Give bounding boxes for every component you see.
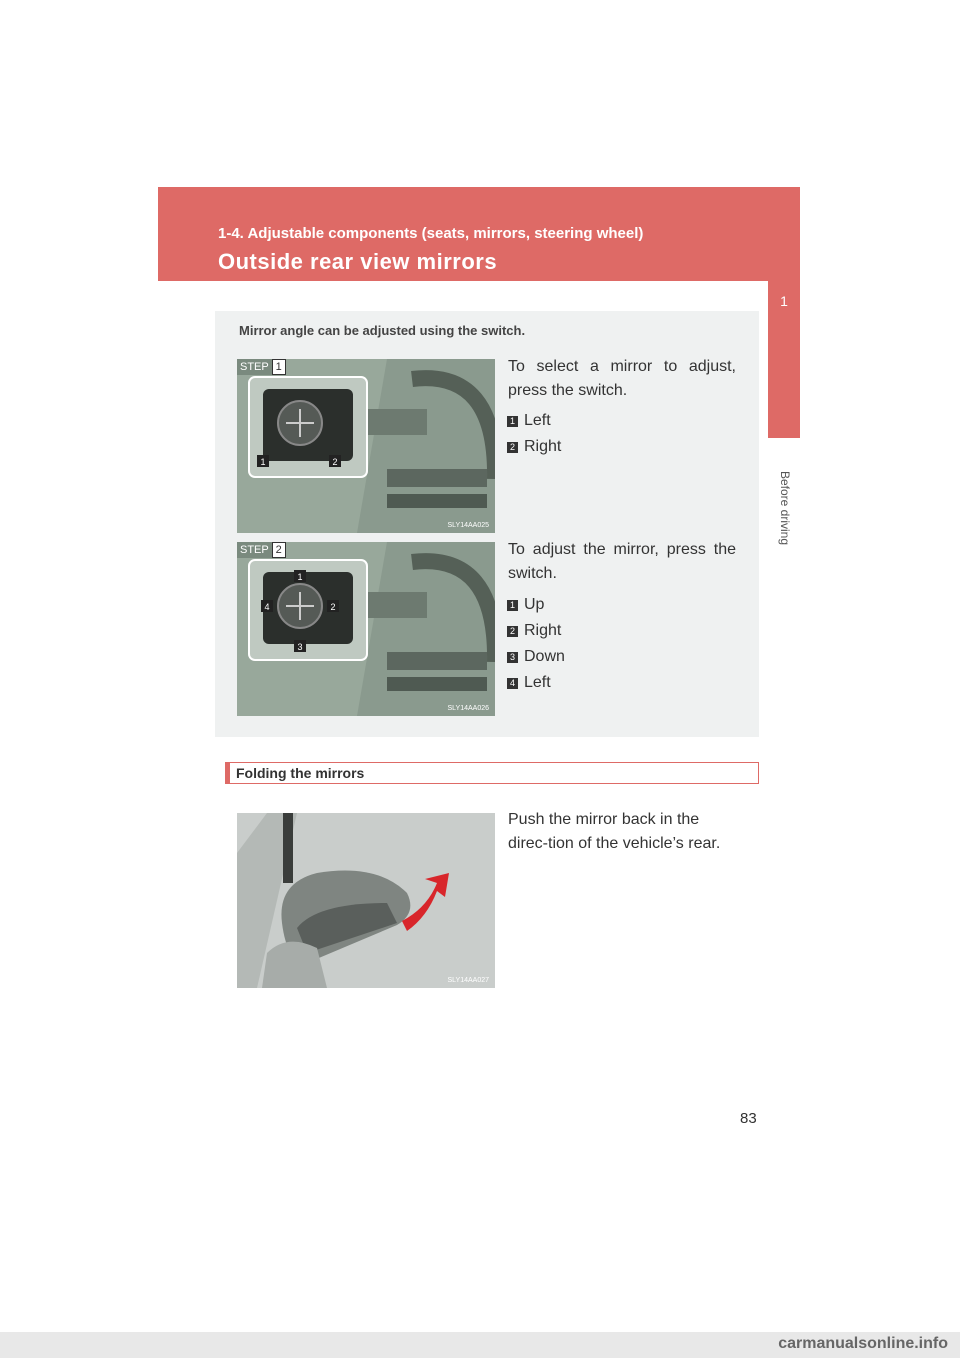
- svg-text:3: 3: [297, 642, 303, 652]
- svg-text:2: 2: [332, 457, 338, 467]
- step-1-tag: STEP 1: [237, 359, 286, 375]
- list-item: 2 Right: [507, 434, 561, 460]
- svg-text:2: 2: [330, 602, 336, 612]
- image-code: SLY14AA027: [447, 977, 489, 984]
- watermark-text: carmanualsonline.info: [778, 1335, 948, 1352]
- chapter-label: [770, 448, 800, 568]
- svg-text:1: 1: [297, 572, 303, 582]
- mirror-switch-illustration: [237, 542, 495, 716]
- list-item: 4 Left: [507, 670, 565, 696]
- step-2-image: [237, 542, 495, 716]
- instruction-panel: [215, 311, 759, 737]
- folding-heading: [225, 762, 759, 784]
- page-title: Outside rear view mirrors: [218, 249, 498, 274]
- panel-intro: Mirror angle can be adjusted using the switch.: [239, 323, 526, 338]
- step-2-tag: STEP 2: [237, 542, 286, 558]
- folding-text: Push the mirror back in the direc-tion of the vehicle’s rear.: [508, 811, 721, 852]
- svg-text:4: 4: [264, 602, 270, 612]
- step-1-text: To select a mirror to adjust, press the switch.: [508, 358, 736, 399]
- watermark-bar: [0, 1332, 960, 1358]
- step-1-image: [237, 359, 495, 533]
- list-item: 3 Down: [507, 644, 565, 670]
- mirror-fold-illustration: [237, 813, 495, 988]
- list-item: 1 Up: [507, 592, 565, 618]
- chapter-header: [158, 187, 800, 281]
- svg-text:1: 1: [260, 457, 266, 467]
- section-label: 1-4. Adjustable components (seats, mirrors, steering wheel): [218, 225, 644, 242]
- chapter-label-text: Before driving: [778, 470, 792, 546]
- list-item: 1 Left: [507, 408, 561, 434]
- image-code: SLY14AA026: [447, 705, 489, 712]
- image-code: SLY14AA025: [447, 522, 489, 529]
- chapter-number: 1: [780, 293, 788, 309]
- step-2-text: To adjust the mirror, press the switch.: [508, 541, 736, 582]
- mirror-switch-illustration: [237, 359, 495, 533]
- folding-heading-text: Folding the mirrors: [236, 765, 365, 781]
- step-2-list: [507, 592, 565, 696]
- page-number: 83: [740, 1110, 757, 1127]
- step-1-list: [507, 408, 561, 460]
- folding-image: [237, 813, 495, 988]
- chapter-tab[interactable]: [768, 281, 800, 438]
- list-item: 2 Right: [507, 618, 565, 644]
